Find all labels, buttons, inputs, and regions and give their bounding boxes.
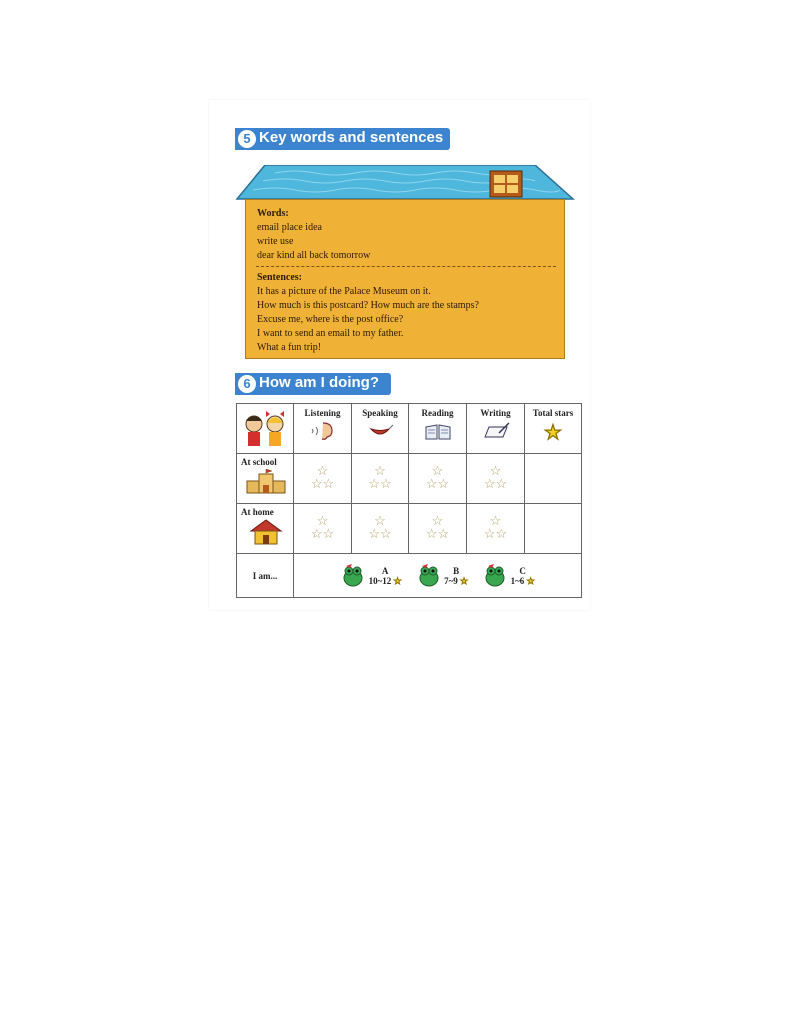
ear-icon	[308, 421, 338, 441]
star-rating-cell[interactable]: ☆ ☆☆	[352, 504, 409, 554]
table-row	[237, 454, 582, 504]
row-label-at-home: At home	[237, 504, 294, 554]
grade-range: 7~9	[444, 575, 458, 586]
house-illustration	[235, 165, 575, 363]
frog-icon	[482, 563, 508, 589]
section-6-title: How am I doing?	[259, 374, 379, 391]
result-label: I am...	[252, 570, 278, 581]
section-6-header	[235, 373, 391, 395]
key-words-panel	[245, 199, 565, 359]
word-line: write use	[257, 236, 294, 247]
star-rating-cell[interactable]: ☆ ☆☆	[294, 504, 352, 554]
home-icon	[249, 519, 283, 545]
word-line: email place idea	[257, 222, 322, 233]
children-icon	[240, 409, 290, 449]
table-header-row	[237, 404, 582, 454]
star-rating-cell[interactable]: ☆ ☆☆	[467, 504, 525, 554]
section-5-number: 5	[238, 130, 256, 148]
column-header-listening: Listening	[294, 404, 352, 454]
sentences-heading: Sentences:	[257, 272, 302, 283]
frog-icon	[416, 563, 442, 589]
column-header-speaking: Speaking	[352, 404, 409, 454]
gold-star-icon: ★	[544, 422, 562, 444]
grade-letter: B	[453, 565, 460, 576]
column-header-total-stars: Total stars ★	[525, 404, 582, 454]
column-header-reading: Reading	[409, 404, 467, 454]
frog-icon	[340, 563, 366, 589]
star-rating-cell[interactable]: ☆ ☆☆	[352, 454, 409, 504]
column-header-writing: Writing	[467, 404, 525, 454]
book-icon	[423, 421, 453, 441]
grade-letter: A	[381, 565, 389, 576]
section-6-number: 6	[238, 375, 256, 393]
divider	[256, 266, 556, 267]
row-label-at-school: At school	[237, 454, 294, 504]
table-row	[237, 504, 582, 554]
sentence-line: It has a picture of the Palace Museum on it.	[257, 286, 431, 297]
grade-letter: C	[519, 565, 526, 576]
grade-options	[294, 554, 582, 598]
gold-star-icon: ★	[393, 575, 402, 586]
school-icon	[245, 469, 287, 495]
result-row	[237, 554, 582, 598]
sentence-line: I want to send an email to my father.	[257, 328, 404, 339]
textbook-page	[209, 100, 590, 610]
star-rating-cell[interactable]: ☆ ☆☆	[467, 454, 525, 504]
star-rating-cell[interactable]: ☆ ☆☆	[409, 454, 467, 504]
grade-c[interactable]	[482, 563, 534, 589]
grade-a[interactable]	[340, 563, 401, 589]
mouth-icon	[365, 421, 395, 441]
words-heading: Words:	[257, 208, 289, 219]
total-stars-cell[interactable]	[525, 504, 582, 554]
star-rating-cell[interactable]: ☆ ☆☆	[409, 504, 467, 554]
gold-star-icon: ★	[460, 575, 469, 586]
total-stars-cell[interactable]	[525, 454, 582, 504]
star-rating-cell[interactable]: ☆ ☆☆	[294, 454, 352, 504]
grade-b[interactable]	[416, 563, 468, 589]
result-label-cell	[237, 554, 294, 598]
section-5-title: Key words and sentences	[259, 129, 444, 146]
gold-star-icon: ★	[526, 575, 535, 586]
sentence-line: How much is this postcard? How much are the stamps?	[257, 300, 479, 311]
word-line: dear kind all back tomorrow	[257, 250, 371, 261]
section-5-header	[235, 128, 450, 150]
grade-range: 10~12	[368, 575, 392, 586]
children-icon-cell	[237, 404, 294, 454]
window-icon	[490, 171, 522, 197]
self-assessment-table	[236, 403, 582, 598]
notebook-icon	[481, 421, 511, 441]
sentence-line: Excuse me, where is the post office?	[257, 314, 404, 325]
sentence-line: What a fun trip!	[257, 342, 322, 353]
grade-range: 1~6	[510, 575, 525, 586]
